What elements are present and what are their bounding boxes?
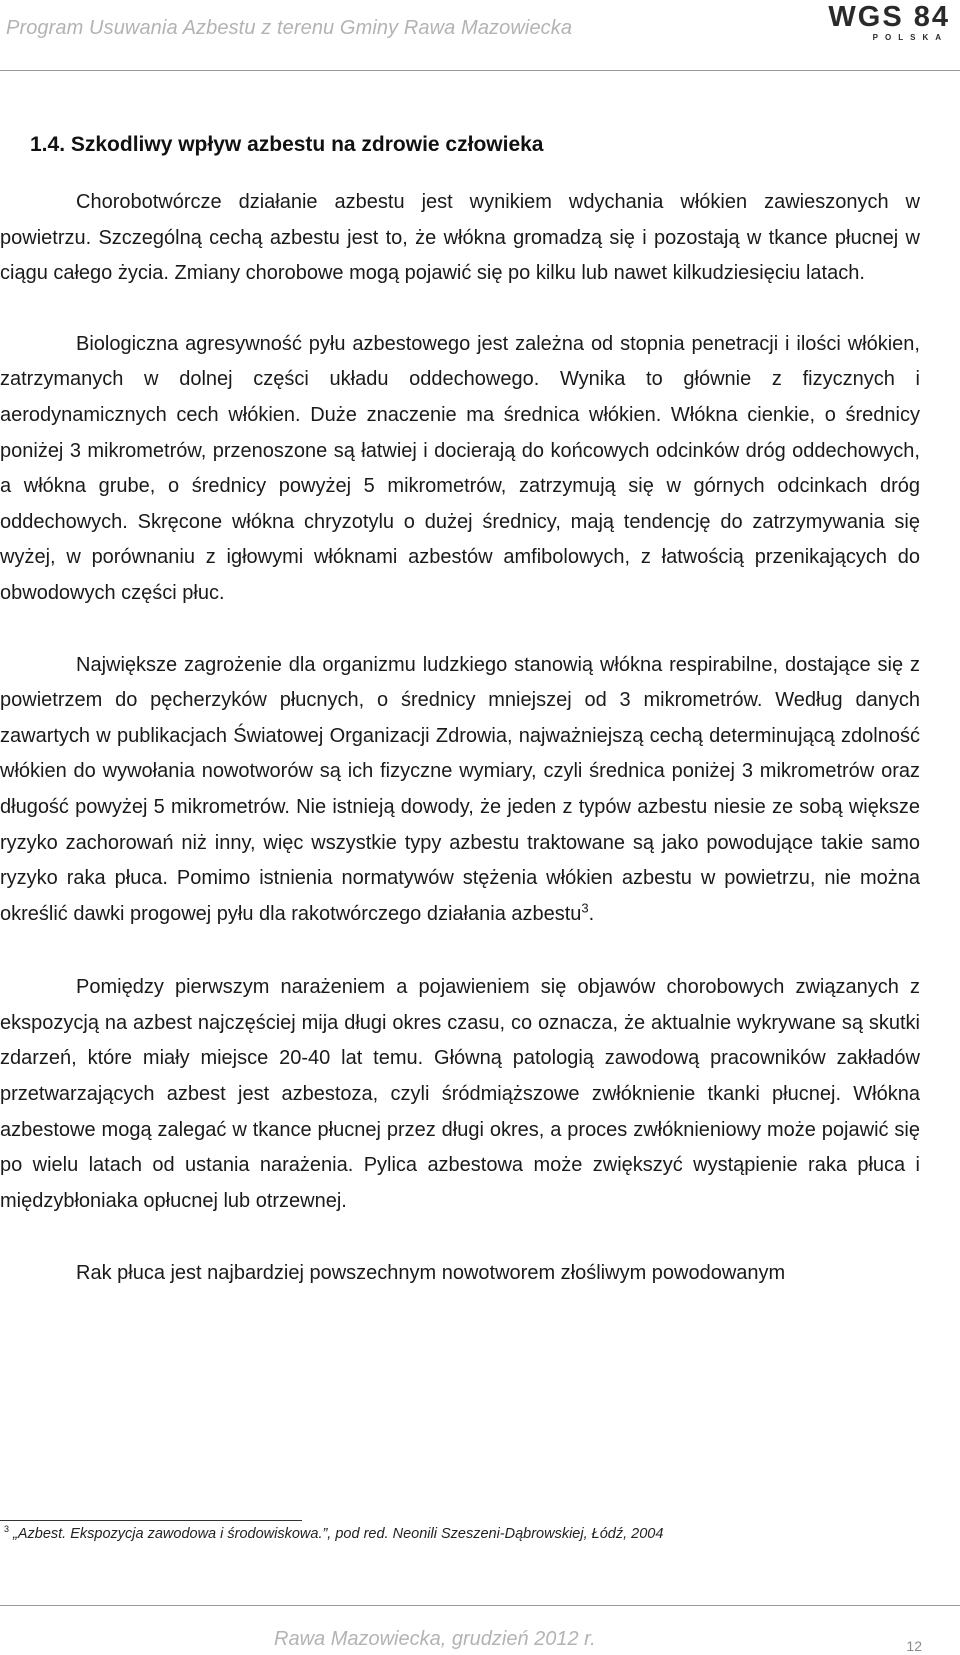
paragraph-3-end: . [588,902,595,925]
footnote-text: „Azbest. Ekspozycja zawodowa i środowiskowa.”, pod red. Neonili Szeszeni-Dąbrowskiej, Łódź, 2004 [13,1526,664,1542]
footnote-reference: 3 [581,900,589,916]
paragraph-3 [0,648,920,933]
page-header [0,0,960,71]
document-body [0,125,920,1292]
paragraph-3-text: Największe zagrożenie dla organizmu ludzkiego stanowią włókna respirabilne, dostające się z powietrzem do pęcherzyków płucnych, o średnicy mniejszej od 3 mikrometrów. Według danych zawartych w publikacjach Światowej Organizacji Zdrowia, najważniejszą cechą determinującą zdolność włókien do wywołania nowotworów są ich fizyczne wymiary, czyli średnica poniżej 3 mikrometrów oraz długość powyżej 5 mikrometrów. Nie istnieją dowody, że jeden z typów azbestu niesie ze sobą większe ryzyko zachorowań niż inny, więc wszystkie typy azbestu traktowane są jako powodujące takie samo ryzyko raka płuca. Pomimo istnienia normatywów stężenia włókien azbestu w powietrzu, nie można określić dawki progowej pyłu dla rakotwórczego działania azbestu [0,653,920,925]
footnote [4,1526,663,1542]
paragraph-2: Biologiczna agresywność pyłu azbestowego jest zależna od stopnia penetracji i ilości włókien, zatrzymanych w dolnej części układu oddechowego. Wynika to głównie z fizycznych i aerodynamicznych cech włókien. Duże znaczenie ma średnica włókien. Włókna cienkie, o średnicy poniżej 3 mikrometrów, przenoszone są łatwiej i docierają do końcowych odcinków dróg oddechowych, a włókna grube, o średnicy powyżej 5 mikrometrów, zatrzymują się w górnych odcinkach dróg oddechowych. Skręcone włókna chryzotylu o dużej średnicy, mają tendencję do zatrzymywania się wyżej, w porównaniu z igłowymi włóknami azbestów amfibolowych, z łatwością przenikających do obwodowych części płuc. [0,332,920,604]
header-title: Program Usuwania Azbestu z terenu Gminy Rawa Mazowiecka [6,17,573,39]
paragraph-1: Chorobotwórcze działanie azbestu jest wynikiem wdychania włókien zawieszonych w powietrzu. Szczególną cechą azbestu jest to, że włókna gromadzą się i pozostają w tkance płucnej w ciągu całego życia. Zmiany chorobowe mogą pojawić się po kilku lub nawet kilkudziesięciu latach. [0,191,920,285]
logo-subtext: POLSKA [872,33,948,42]
section-title: 1.4. Szkodliwy wpływ azbestu na zdrowie człowieka [30,133,544,156]
paragraph-5: Rak płuca jest najbardziej powszechnym nowotworem złośliwym powodowanym [76,1262,786,1285]
logo-text: WGS 84 [828,1,950,33]
footer-divider [0,1605,960,1606]
footer-place-date: Rawa Mazowiecka, grudzień 2012 r. [274,1628,596,1650]
wgs84-logo [808,2,950,44]
footnote-divider [0,1520,302,1521]
footnote-number: 3 [4,1524,10,1535]
page-number: 12 [906,1638,922,1654]
paragraph-4: Pomiędzy pierwszym narażeniem a pojawieniem się objawów chorobowych związanych z ekspozycją na azbest najczęściej mija długi okres czasu, co oznacza, że aktualnie wykrywane są skutki zdarzeń, które miały miejsce 20-40 lat temu. Główną patologią zawodową pracowników zakładów przetwarzających azbest jest azbestoza, czyli śródmiąższowe zwłóknienie tkanki płucnej. Włókna azbestowe mogą zalegać w tkance płucnej przez długi okres, a proces zwłóknieniowy może pojawić się po wielu latach od ustania narażenia. Pylica azbestowa może zwiększyć wystąpienie raka płuca i międzybłoniaka opłucnej lub otrzewnej. [0,976,920,1212]
